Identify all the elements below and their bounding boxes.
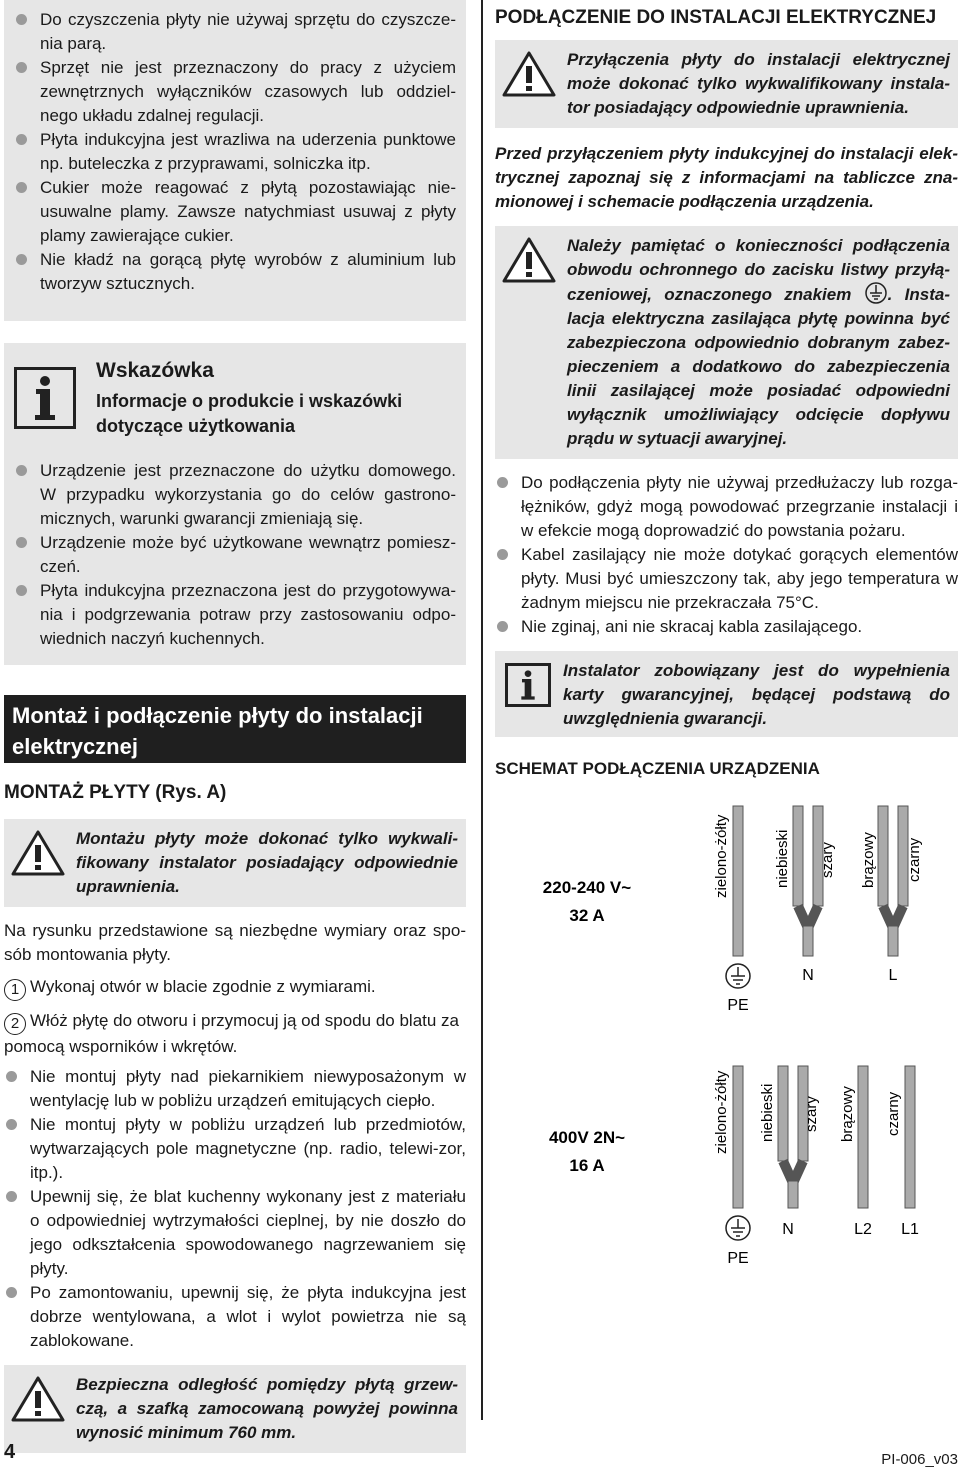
installer-info-box — [495, 651, 958, 737]
connection-warning-text: Przyłączenia płyty do instalacji elektrycznej może dokonać tylko wykwalifikowany instala-tor posiadający odpowiednie uprawnienia. — [567, 50, 950, 117]
wire-l-a — [878, 806, 888, 906]
page-number: 4 — [4, 1441, 16, 1463]
ground-symbol-icon — [726, 964, 750, 988]
info-icon — [14, 367, 76, 429]
document-code: PI-006_v03 — [881, 1451, 958, 1468]
montaz-bullets — [4, 1065, 466, 1353]
wire-l2 — [858, 1066, 868, 1208]
list-item: Kabel zasilający nie może dotykać gorących elementów płyty. Musi być umieszczony tak, aby jego temperatura w żadnym miejscu nie przekraczała 75°C. — [495, 543, 958, 615]
info-icon — [505, 663, 551, 707]
step-number: 2 — [4, 1013, 26, 1035]
distance-warning-box — [4, 1365, 466, 1453]
tip-box — [4, 343, 466, 665]
bridge-n — [798, 906, 818, 928]
tip-title: Wskazówka — [96, 359, 214, 382]
ground-symbol-icon — [864, 282, 888, 304]
list-item: Po zamontowaniu, upewnij się, że płyta indukcyjna jest dobrze wentylowana, a wlot i wylot powietrza nie są zablokowane. — [4, 1281, 466, 1353]
montaz-heading: MONTAŻ PŁYTY (Rys. A) — [4, 782, 227, 803]
wire-label: brązowy — [860, 832, 877, 888]
wire-l1 — [905, 1066, 915, 1208]
left-column — [4, 0, 466, 1453]
montaz-warning-text: Montażu płyty może dokonać tylko wykwali-fikowany instalator posiadający odpowiednie uprawnienia. — [76, 829, 458, 896]
tip-heading — [96, 355, 456, 439]
step-1 — [4, 975, 466, 1001]
bridge-l — [883, 906, 903, 928]
wire-n-a — [793, 806, 803, 906]
wire-label: niebieski — [759, 1083, 776, 1142]
list-item: Nie kładź na gorącą płytę wyrobów z aluminium lub tworzyw sztucznych. — [14, 248, 456, 296]
step-number: 1 — [4, 979, 26, 1001]
terminal-label: L1 — [901, 1221, 919, 1238]
wire-pe — [733, 806, 743, 956]
list-item: Do podłączenia płyty nie używaj przedłużaczy lub rozga-łężników, gdyż mogą powodować przegrzanie instalacji i w efekcie mogą doprowadzić do powstania pożaru. — [495, 471, 958, 543]
right-column — [495, 0, 958, 1267]
list-item: Sprzęt nie jest przeznaczony do pracy z użyciem zewnętrznych wyłączników czasowych lub oddziel-nego układu zdalnej regulacji. — [14, 56, 456, 128]
warning-icon — [501, 236, 557, 284]
wire-label: szary — [803, 1096, 820, 1132]
list-item: Nie montuj płyty nad piekarnikiem niewyposażonym w wentylację lub w pobliżu urządzeń emitujących ciepło. — [4, 1065, 466, 1113]
terminal-label: L — [888, 967, 898, 984]
protective-text-part2: . Insta-lacja elektryczna zasilająca płytę powinna być zabezpieczona odpowiednio dobranym zabez-pieczeniem a dodatkowo do zabezpieczenia linii zasilającej może posiadać odpowiedni wyłącznik umożliwiający odcięcie dopływu prądu w sytuacji awaryjnej. — [567, 285, 950, 448]
diagram-current: 32 A — [569, 906, 605, 925]
warning-icon — [501, 50, 557, 98]
wire-pe — [733, 1066, 743, 1208]
montaz-intro: Na rysunku przedstawione są niezbędne wymiary oraz spo-sób montowania płyty. — [4, 921, 466, 964]
protective-text-part1: Należy pamiętać o konieczności podłączenia obwodu ochronnego do zacisku listwy przyłą-czeniowej, oznaczonego znakiem — [567, 236, 950, 304]
ground-symbol-icon — [726, 1216, 750, 1240]
tip-bullets — [14, 459, 456, 651]
wire-n-end — [803, 926, 813, 956]
wire-label: zielono-żółty — [713, 814, 730, 898]
terminal-label: N — [802, 967, 814, 984]
wire-label: brązowy — [839, 1086, 856, 1142]
diagram-voltage: 220-240 V~ — [542, 878, 632, 897]
warning-icon — [10, 1375, 66, 1423]
cleaning-notes-box — [4, 0, 466, 321]
connection-warning-box — [495, 40, 958, 128]
diagram-voltage: 400V 2N~ — [548, 1128, 626, 1147]
list-item: Do czyszczenia płyty nie używaj sprzętu do czyszcze-nia parą. — [14, 8, 456, 56]
wire-l-end — [888, 926, 898, 956]
tip-subtitle: Informacje o produkcie i wskazówki dotyczące użytkowania — [96, 391, 403, 436]
wire-label: czarny — [906, 837, 923, 882]
wiring-diagram-1 — [495, 798, 958, 1018]
list-item: Nie zginaj, ani nie skracaj kabla zasilającego. — [495, 615, 958, 639]
wiring-diagram-2 — [495, 1058, 958, 1273]
wire-n-a — [778, 1066, 788, 1161]
list-item: Płyta indukcyjna jest wrazliwa na uderzenia punktowe np. buteleczka z przyprawami, solniczka itp. — [14, 128, 456, 176]
installer-info-text: Instalator zobowiązany jest do wypełnienia karty gwarancyjnej, będącej podstawą do uwzględnienia gwarancji. — [563, 661, 950, 728]
wire-label: niebieski — [774, 829, 791, 888]
terminal-label: PE — [727, 1250, 749, 1267]
protective-circuit-box — [495, 226, 958, 459]
connection-bullets — [495, 471, 958, 639]
cleaning-bullets — [14, 8, 456, 296]
terminal-label: N — [782, 1221, 794, 1238]
step-2 — [4, 1009, 466, 1059]
tip-header — [14, 355, 456, 439]
list-item: Upewnij się, że blat kuchenny wykonany jest z materiału o odpowiedniej wytrzymałości cieplnej, by nie doszło do jego odkształcenia spowodowanego nagrzewaniem się płyty. — [4, 1185, 466, 1281]
terminal-label: PE — [727, 997, 749, 1014]
warning-icon — [10, 829, 66, 877]
diagram-current: 16 A — [569, 1156, 605, 1175]
connection-intro: Przed przyłączeniem płyty indukcyjnej do instalacji elek-trycznej zapoznaj się z informacjami na tabliczce zna-mionowej i schemacie podłączenia urządzenia. — [495, 144, 958, 211]
distance-warning-text: Bezpieczna odległość pomiędzy płytą grzew-czą, a szafką zamocowaną powyżej powinna wynosić minimum 760 mm. — [76, 1375, 458, 1442]
connection-heading: PODŁĄCZENIE DO INSTALACJI ELEKTRYCZNEJ — [495, 7, 937, 28]
section-title: Montaż i podłączenie płyty do instalacji elektrycznej — [4, 695, 466, 763]
list-item: Płyta indukcyjna przeznaczona jest do przygotowywa-nia i podgrzewania potraw przy zastosowaniu odpo-wiednich naczyń kuchennych. — [14, 579, 456, 651]
wire-label: zielono-żółty — [713, 1070, 730, 1154]
list-item: Urządzenie jest przeznaczone do użytku domowego. W przypadku wykorzystania go do celów gastrono-micznych, warunki gwarancji zmieniają się. — [14, 459, 456, 531]
wire-label: szary — [819, 842, 836, 878]
bridge-n — [783, 1161, 803, 1183]
schema-heading: SCHEMAT PODŁĄCZENIA URZĄDZENIA — [495, 759, 820, 778]
terminal-label: L2 — [854, 1221, 872, 1238]
list-item: Urządzenie może być użytkowane wewnątrz pomiesz-czeń. — [14, 531, 456, 579]
wire-n-end — [788, 1181, 798, 1208]
protective-circuit-text — [567, 234, 950, 451]
step-text: Włóż płytę do otworu i przymocuj ją od spodu do blatu za pomocą wsporników i wkrętów. — [4, 1011, 460, 1056]
list-item: Cukier może reagować z płytą pozostawiając nie-usuwalne plamy. Zawsze natychmiast usuwaj z płyty plamy zawierające cukier. — [14, 176, 456, 248]
step-text: Wykonaj otwór w blacie zgodnie z wymiarami. — [30, 977, 376, 996]
list-item: Nie montuj płyty w pobliżu urządzeń lub przedmiotów, wytwarzających pole magnetyczne (np. radio, telewi-zor, itp.). — [4, 1113, 466, 1185]
column-divider — [481, 0, 483, 1420]
wire-label: czarny — [885, 1091, 902, 1136]
montaz-warning-box — [4, 819, 466, 907]
